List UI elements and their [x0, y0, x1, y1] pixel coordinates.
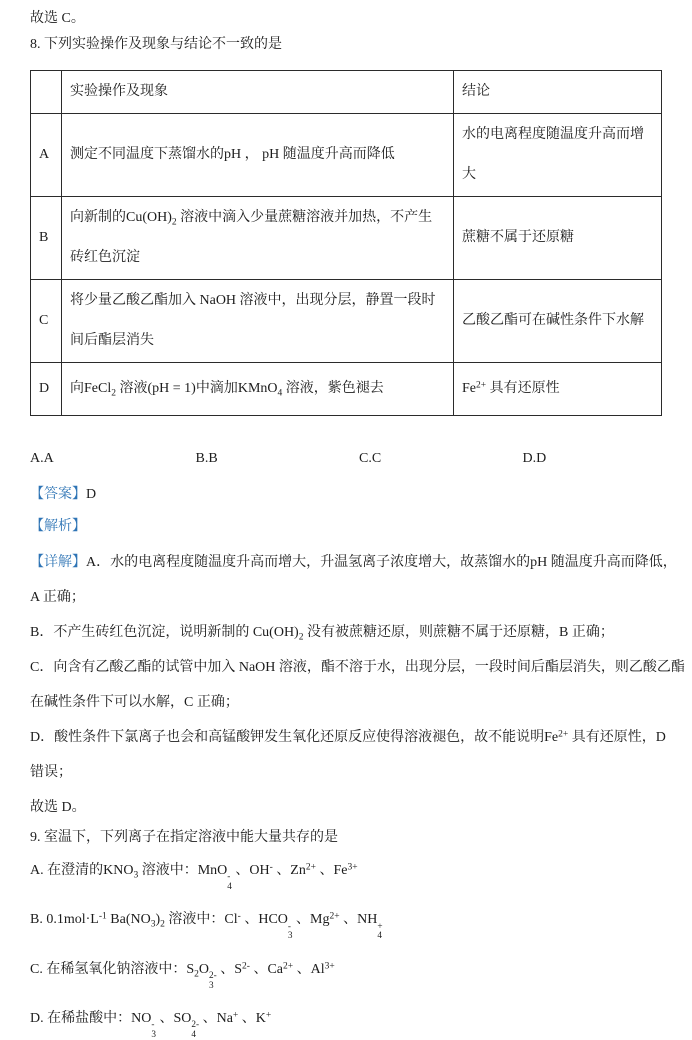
- q9-option-b: B. $0.1mol\cdot L^{-1}$ $Ba(NO_3)_2$ 溶液中：Cl- 、HCO - 3 、$Mg^{2+}$ 、NH + 4: [30, 912, 383, 941]
- detail-line: B．不产生砖红色沉淀，说明新制的 $Cu(OH)_2$ 没有被蔗糖还原，则蔗糖不属于还原糖，B 正确；: [30, 625, 614, 643]
- header-conclusion-cell: 结论: [454, 71, 662, 114]
- detail-text: A．水的电离程度随温度升高而增大，升温氢离子浓度增大，故蒸馏水的pH 随温度升高而降低，: [86, 555, 677, 570]
- table-header-row: [31, 71, 662, 114]
- table-row: [31, 197, 662, 280]
- detail-line: A 正确；: [30, 590, 85, 605]
- question-9-title: 9. 室温下，下列离子在指定溶液中能大量共存的是: [30, 830, 338, 845]
- table-row: [31, 363, 662, 416]
- q8-option-b: B.B: [195, 451, 218, 466]
- prev-question-choice-line: 故选 C。: [30, 11, 85, 26]
- conclusion-cell: 水的电离程度随温度升高而增大: [454, 114, 662, 197]
- header-operation-cell: 实验操作及现象: [62, 71, 454, 114]
- conclusion-cell: 蔗糖不属于还原糖: [454, 197, 662, 280]
- detail-line: C．向含有乙酸乙酯的试管中加入 NaOH 溶液，酯不溶于水，出现分层，一段时间后酯层消失，则乙酸乙酯: [30, 660, 685, 675]
- table-row: [31, 114, 662, 197]
- q9-option-d: D. 在稀盐酸中：NO - 3 、SO 2- 4 、Na+ 、K+: [30, 1011, 272, 1040]
- answer-label: 【答案】: [30, 487, 86, 502]
- row-label: D: [31, 363, 62, 416]
- operation-cell: 测定不同温度下蒸馏水的pH ， pH 随温度升高而降低: [62, 114, 454, 197]
- table-row: [31, 280, 662, 363]
- answer-value: D: [86, 487, 97, 502]
- row-label: C: [31, 280, 62, 363]
- answer-line: [30, 484, 662, 506]
- row-label: A: [31, 114, 62, 197]
- q9-option-c: C. 在稀氢氧化钠溶液中：$S_2O$ 2- 3 、$S^{2-}$ 、$Ca^{2+}$ 、$Al^{3+}$: [30, 961, 335, 990]
- q9-option-a: A. 在澄清的$KNO_3$ 溶液中：MnO - 4 、OH- 、$Zn^{2+}$ 、$Fe^{3+}$: [30, 862, 358, 891]
- q8-option-a: A.A: [30, 451, 54, 466]
- row-label: B: [31, 197, 62, 280]
- detail-line: D．酸性条件下氯离子也会和高锰酸钾发生氧化还原反应使得溶液褪色，故不能说明$Fe^{2+}$ 具有还原性，D: [30, 729, 666, 745]
- operation-cell: 向新制的$Cu(OH)_2$ 溶液中滴入少量蔗糖溶液并加热，不产生砖红色沉淀: [62, 197, 454, 280]
- q8-option-d: D.D: [522, 451, 547, 466]
- analysis-label: 【解析】: [30, 519, 86, 534]
- q8-experiment-table: [30, 70, 662, 416]
- operation-cell: 将少量乙酸乙酯加入 NaOH 溶液中，出现分层，静置一段时间后酯层消失: [62, 280, 454, 363]
- detail-line: 故选 D。: [30, 800, 86, 815]
- detail-label: 【详解】: [30, 555, 86, 570]
- q8-options-row: [30, 448, 662, 470]
- question-8-title: 8. 下列实验操作及现象与结论不一致的是: [30, 37, 282, 52]
- header-empty-cell: [31, 71, 62, 114]
- detail-line: 错误；: [30, 765, 72, 780]
- detail-line: 在碱性条件下可以水解，C 正确；: [30, 695, 239, 710]
- detail-line: [30, 552, 677, 574]
- q8-option-c: C.C: [359, 451, 382, 466]
- operation-cell: 向FeCl$_2$ 溶液(pH = 1)中滴加KMnO$_4$ 溶液，紫色褪去: [62, 363, 454, 416]
- analysis-line: [30, 516, 662, 538]
- conclusion-cell: 乙酸乙酯可在碱性条件下水解: [454, 280, 662, 363]
- conclusion-cell: $Fe^{2+}$ 具有还原性: [454, 363, 662, 416]
